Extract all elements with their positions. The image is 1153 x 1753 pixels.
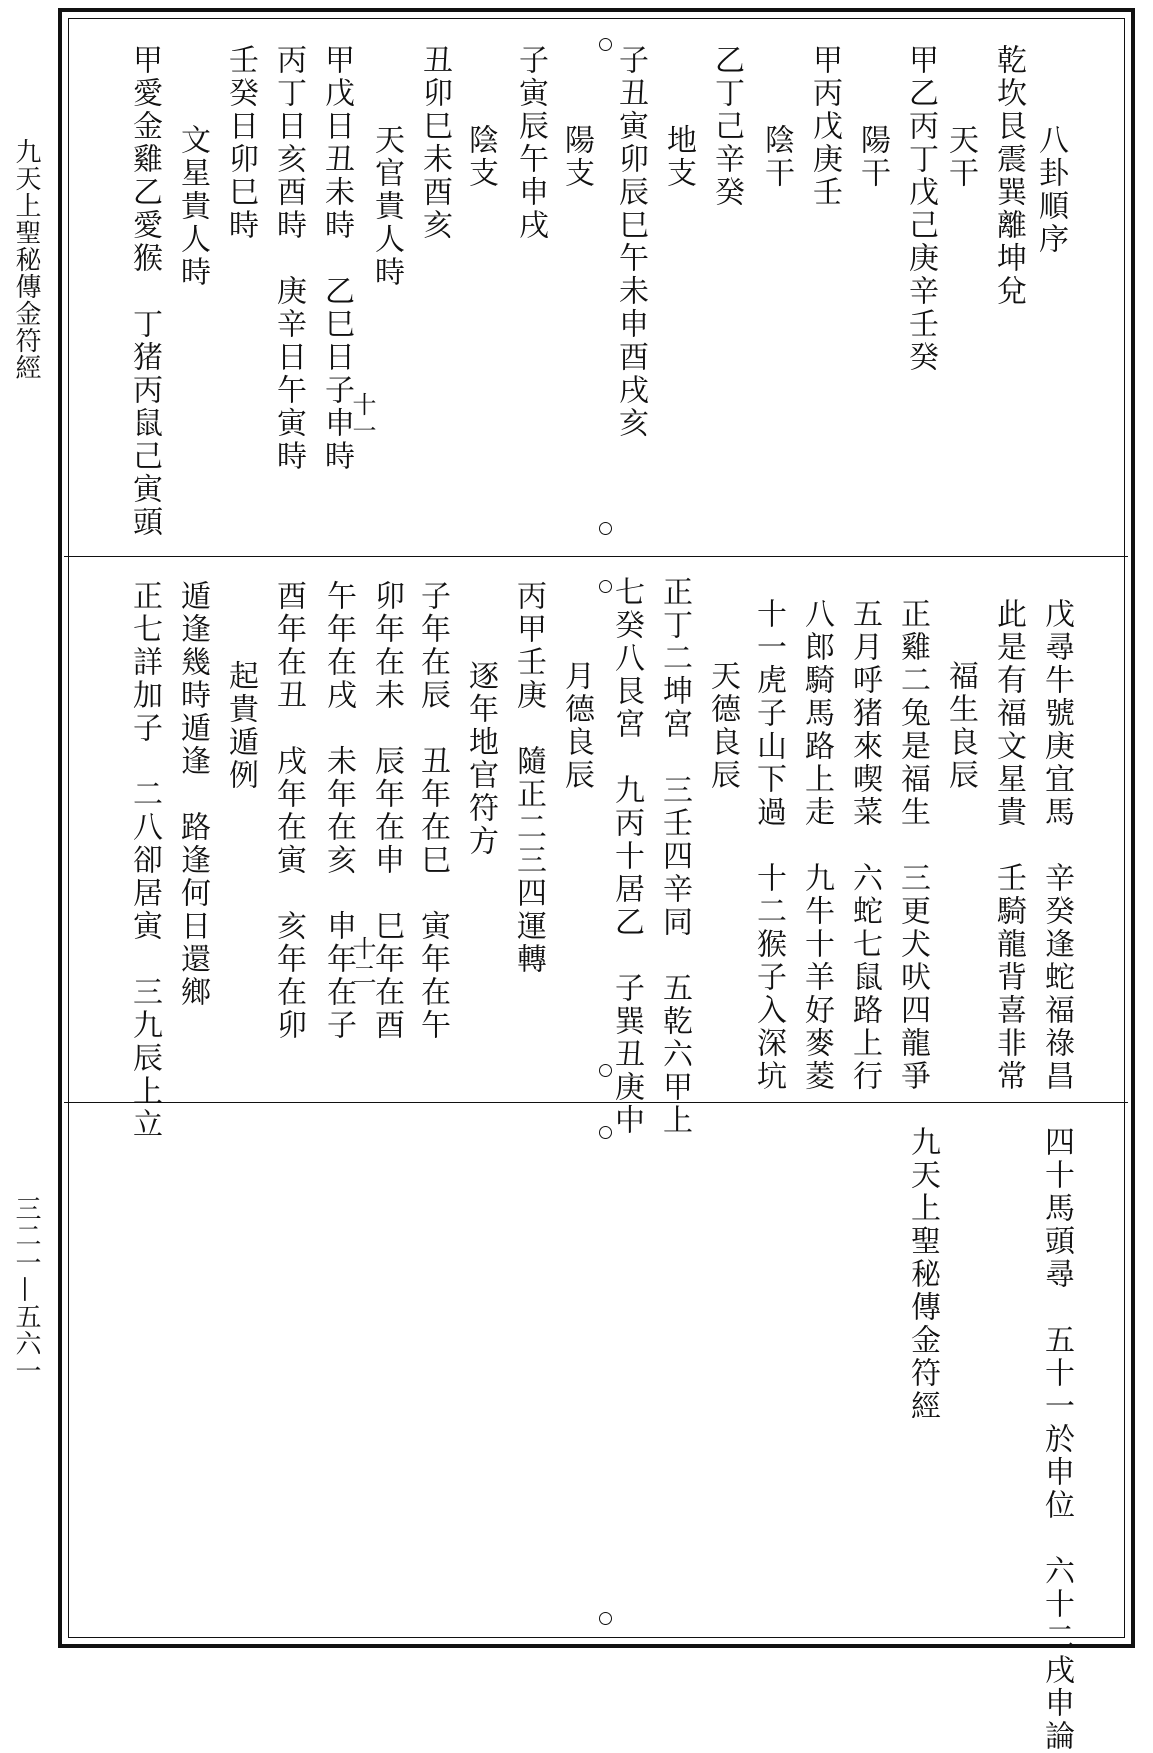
text-column: 子丑寅卯辰巳午未申酉戌亥 [613, 44, 648, 440]
text-column: 陰干 [759, 124, 794, 190]
text-column: 月德良辰 [559, 660, 594, 792]
text-column: 子年在辰 丑年在巳 寅年在午 [415, 580, 450, 1042]
text-column: 陰支 [463, 124, 498, 190]
margin-title: 九天上聖秘傳金符經 [11, 138, 41, 381]
text-column: 逐年地官符方 [463, 660, 498, 858]
text-column: 天德良辰 [705, 660, 740, 792]
text-column: 正雞二兔是福生 三更犬吠四龍爭 [895, 598, 930, 1093]
text-column: 陽干 [855, 124, 890, 190]
text-column: 此是有福文星貴 壬騎龍背喜非常 [991, 598, 1026, 1093]
section-divider-1 [64, 556, 1128, 557]
text-column: 地支 [661, 124, 696, 190]
text-column: 天干 [943, 124, 978, 190]
section-divider-2 [64, 1102, 1128, 1103]
text-column: 八郎騎馬路上走 九牛十羊好麥菱 [799, 598, 834, 1093]
text-column: 甲愛金雞乙愛猴 丁猪丙鼠己寅頭 [127, 44, 162, 539]
text-column: 酉年在丑 戌年在寅 亥年在卯 [271, 580, 306, 1042]
text-column: 十一虎子山下過 十二猴子入深坑 [751, 598, 786, 1093]
text-column: 甲丙戊庚壬 [807, 44, 842, 209]
text-column: 甲戊日丑未時 乙巳日子申時 [319, 44, 354, 473]
text-column: 起貴遁例 [223, 660, 258, 792]
text-column: 正丁二坤宮 三壬四辛同 五乾六甲上 [657, 576, 692, 1137]
text-column: 戊尋牛號庚宜馬 辛癸逢蛇福祿昌 [1039, 598, 1074, 1093]
text-column: 七癸八艮宮 九丙十居乙 子巽丑庚中 [609, 576, 644, 1137]
register-mark [599, 522, 612, 535]
text-column: 壬癸日卯巳時 [223, 44, 258, 242]
page-frame-inner [68, 18, 1125, 1638]
text-column: 陽支 [559, 124, 594, 190]
text-column: 卯年在未 辰年在申 巳年在酉 [369, 580, 404, 1042]
folio-mark: 十二 [348, 936, 376, 988]
text-column: 八卦順序 [1033, 124, 1068, 256]
text-column: 乾坎艮震巽離坤兌 [991, 44, 1026, 308]
register-mark [599, 1612, 612, 1625]
margin-page-number: 三二一—五六一 [11, 1195, 41, 1384]
text-column: 文星貴人時 [175, 124, 210, 289]
text-column: 遁逢幾時遁逢 路逢何日還鄉 [175, 580, 210, 1009]
text-column: 天官貴人時 [369, 124, 404, 289]
text-column: 福生良辰 [943, 660, 978, 792]
text-column: 四十馬頭尋 五十一於申位 六十二戌申論 [1039, 1126, 1074, 1753]
text-column: 乙丁己辛癸 [709, 44, 744, 209]
text-column: 正七詳加子 二八卻居寅 三九辰上立 [127, 580, 162, 1141]
text-column: 午年在戌 未年在亥 申年在子 [321, 580, 356, 1042]
text-column: 甲乙丙丁戊己庚辛壬癸 [903, 44, 938, 374]
text-column: 丙丁日亥酉時 庚辛日午寅時 [271, 44, 306, 473]
text-column: 子寅辰午申戌 [513, 44, 548, 242]
closing-title: 九天上聖秘傳金符經 [905, 1126, 940, 1423]
text-column: 丑卯巳未酉亥 [417, 44, 452, 242]
text-column: 五月呼猪來喫菜 六蛇七鼠路上行 [847, 598, 882, 1093]
page-frame [58, 8, 1135, 1648]
folio-mark: 十一 [348, 392, 376, 444]
text-column: 丙甲壬庚 隨正二三四運轉 [511, 580, 546, 976]
